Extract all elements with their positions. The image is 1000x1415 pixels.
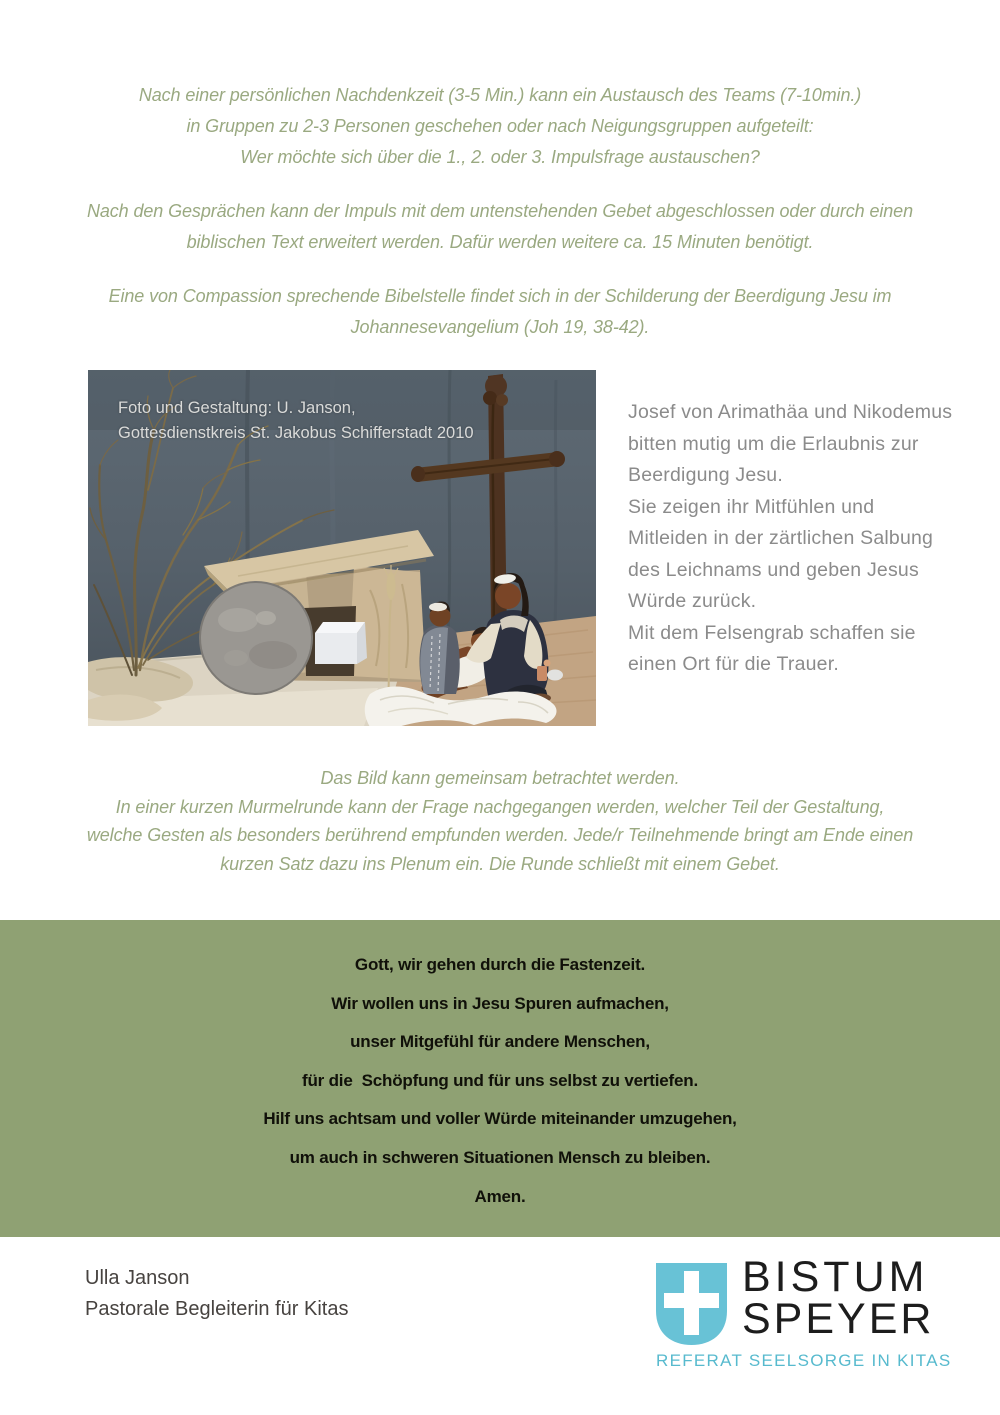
bistum-speyer-logo (655, 1253, 952, 1376)
photo-caption-line: Foto und Gestaltung: U. Janson, (118, 399, 356, 417)
prayer-line: für die Schöpfung und für uns selbst zu vertiefen. (302, 1070, 698, 1090)
reflection-line: welche Gesten als besonders berührend empfunden werden. Jede/r Teilnehmende bringt am Ende einen (86, 825, 914, 846)
intro-p2-line: Nach den Gesprächen kann der Impuls mit dem untenstehenden Gebet abgeschlossen oder durch einen (86, 201, 914, 221)
reflection-line: Das Bild kann gemeinsam betrachtet werden. (320, 768, 680, 788)
reflection-paragraph (0, 764, 1000, 878)
photo-caption-line: Gottesdienstkreis St. Jakobus Schifferstadt 2010 (118, 424, 474, 442)
side-text-line: Mit dem Felsengrab schaffen sie (628, 621, 916, 644)
side-text-line: Mitleiden in der zärtlichen Salbung (628, 527, 934, 549)
side-text-line: Beerdigung Jesu. (628, 464, 783, 486)
intro-p3-line: Johannesevangelium (Joh 19, 38-42). (350, 317, 650, 337)
reflection-line: kurzen Satz dazu ins Plenum ein. Die Runde schließt mit einem Gebet. (220, 853, 780, 874)
photo-caption (118, 396, 474, 446)
intro-p1-line: in Gruppen zu 2-3 Personen geschehen oder nach Neigungsgruppen aufgeteilt: (186, 116, 814, 136)
reflection-line: In einer kurzen Murmelrunde kann der Frage nachgegangen werden, welcher Teil der Gestaltung, (115, 796, 885, 817)
bistum-shield-icon (655, 1262, 728, 1346)
side-text-line: des Leichnams und geben Jesus (628, 558, 919, 581)
prayer-line: Hilf uns achtsam und voller Würde miteinander umzugehen, (263, 1109, 737, 1129)
tomb-scene-photo (88, 370, 596, 726)
side-text-line: Sie zeigen ihr Mitfühlen und (628, 495, 875, 518)
prayer-banner (0, 920, 1000, 1237)
photo-side-text (628, 397, 952, 681)
author-block (85, 1263, 348, 1325)
logo-title-line1: BISTUM (742, 1253, 929, 1301)
side-text-line: bitten mutig um die Erlaubnis zur (628, 432, 919, 455)
intro-p1-line: Wer möchte sich über die 1., 2. oder 3. Impulsfrage austauschen? (240, 147, 760, 167)
prayer-line: um auch in schweren Situationen Mensch zu bleiben. (289, 1147, 711, 1167)
intro-p2-line: biblischen Text erweitert werden. Dafür werden weitere ca. 15 Minuten benötigt. (186, 232, 814, 252)
prayer-line: Amen. (474, 1186, 526, 1206)
logo-title-line2: SPEYER (742, 1295, 935, 1343)
intro-paragraph-1 (0, 80, 1000, 173)
intro-p1-line: Nach einer persönlichen Nachdenkzeit (3-5 Min.) kann ein Austausch des Teams (7-10min.) (138, 85, 862, 105)
side-text-line: Josef von Arimathäa und Nikodemus (628, 401, 953, 423)
prayer-line: unser Mitgefühl für andere Menschen, (350, 1032, 650, 1052)
prayer-text (0, 946, 1000, 1216)
intro-p3-line: Eine von Compassion sprechende Bibelstelle findet sich in der Schilderung der Beerdigung Jesu im (108, 286, 892, 306)
intro-paragraph-3 (0, 281, 1000, 343)
intro-paragraph-2 (0, 196, 1000, 258)
logo-wordmark (742, 1253, 935, 1343)
logo-tagline: REFERAT SEELSORGE IN KITAS (656, 1351, 952, 1370)
side-text-line: Würde zurück. (628, 590, 757, 612)
prayer-line: Gott, wir gehen durch die Fastenzeit. (354, 955, 646, 974)
author-name: Ulla Janson (85, 1267, 190, 1289)
prayer-line: Wir wollen uns in Jesu Spuren aufmachen, (331, 993, 669, 1013)
side-text-line: einen Ort für die Trauer. (628, 653, 839, 675)
author-role: Pastorale Begleiterin für Kitas (85, 1298, 349, 1320)
